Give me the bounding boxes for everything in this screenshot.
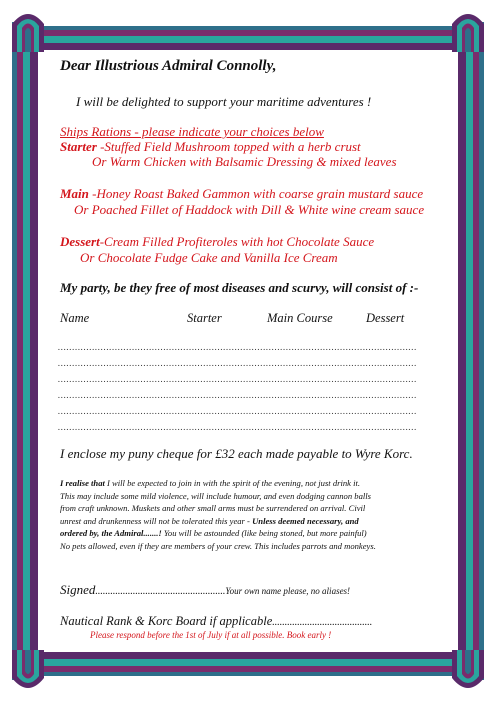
corner-ornament-top-right — [450, 6, 486, 54]
entry-line[interactable]: .............................................................................................................................. — [58, 374, 418, 384]
main-option-1: Main -Honey Roast Baked Gammon with coarse grain mustard sauce — [60, 186, 424, 201]
entry-line[interactable]: .............................................................................................................................. — [58, 342, 418, 352]
column-name: Name — [60, 311, 90, 325]
corner-ornament-bottom-left — [10, 648, 46, 696]
border-right — [458, 22, 484, 680]
rations-heading: Ships Rations - please indicate your choices below — [60, 124, 324, 139]
dessert-label: Dessert — [60, 234, 100, 249]
signature-field[interactable]: .................................................... — [95, 586, 226, 597]
signed-note: Your own name please, no aliases! — [225, 586, 351, 596]
corner-ornament-top-left — [10, 6, 46, 54]
column-starter: Starter — [187, 311, 222, 325]
starter-label: Starter — [60, 139, 97, 154]
main-label: Main — [60, 186, 89, 201]
signed-line — [60, 582, 350, 598]
border-bottom — [38, 652, 458, 676]
terms-block: I realise that I will be expected to join in with the spirit of the evening, not just drink it. This may include some mild violence, will include humour, and even dodging cannon balls from craft unknown. Muskets and other small arms must be surrendered on arrival. Civil unrest and drunkenness will not be tolerated this year - Unless deemed necessary, and ordered by, the Admiral.......! You will be astounded (like being stoned, but more painful) No pets allowed, even if they are members of your crew. This includes parrots and monkeys. — [60, 478, 376, 551]
greeting: Dear Illustrious Admiral Connolly, — [60, 58, 277, 74]
dessert-option-2: Or Chocolate Fudge Cake and Vanilla Ice Cream — [80, 250, 338, 265]
rank-field[interactable]: ........................................ — [272, 617, 373, 628]
main-option-2: Or Poached Fillet of Haddock with Dill & White wine cream sauce — [74, 202, 425, 217]
dessert-option-1: Dessert-Cream Filled Profiteroles with hot Chocolate Sauce — [60, 234, 375, 249]
corner-ornament-bottom-right — [450, 648, 486, 696]
column-main-course: Main Course — [267, 311, 333, 325]
intro-line: I will be delighted to support your maritime adventures ! — [76, 94, 372, 109]
signed-label: Signed — [60, 582, 96, 597]
entry-line[interactable]: .............................................................................................................................. — [58, 406, 418, 416]
border-left — [12, 22, 38, 680]
column-dessert: Dessert — [366, 311, 405, 325]
starter-option-1: Starter -Stuffed Field Mushroom topped with a herb crust — [60, 139, 361, 154]
entry-line[interactable]: .............................................................................................................................. — [58, 390, 418, 400]
cheque-line: I enclose my puny cheque for £32 each made payable to Wyre Korc. — [60, 446, 413, 461]
rank-line — [60, 614, 372, 629]
entry-line[interactable]: .............................................................................................................................. — [58, 358, 418, 368]
respond-note: Please respond before the 1st of July if at all possible. Book early ! — [90, 630, 332, 640]
starter-option-2: Or Warm Chicken with Balsamic Dressing & mixed leaves — [92, 154, 397, 169]
rank-label: Nautical Rank & Korc Board if applicable — [60, 614, 273, 628]
border-top — [38, 26, 458, 50]
party-line: My party, be they free of most diseases and scurvy, will consist of :- — [60, 280, 419, 295]
entry-line[interactable]: .............................................................................................................................. — [58, 422, 418, 432]
